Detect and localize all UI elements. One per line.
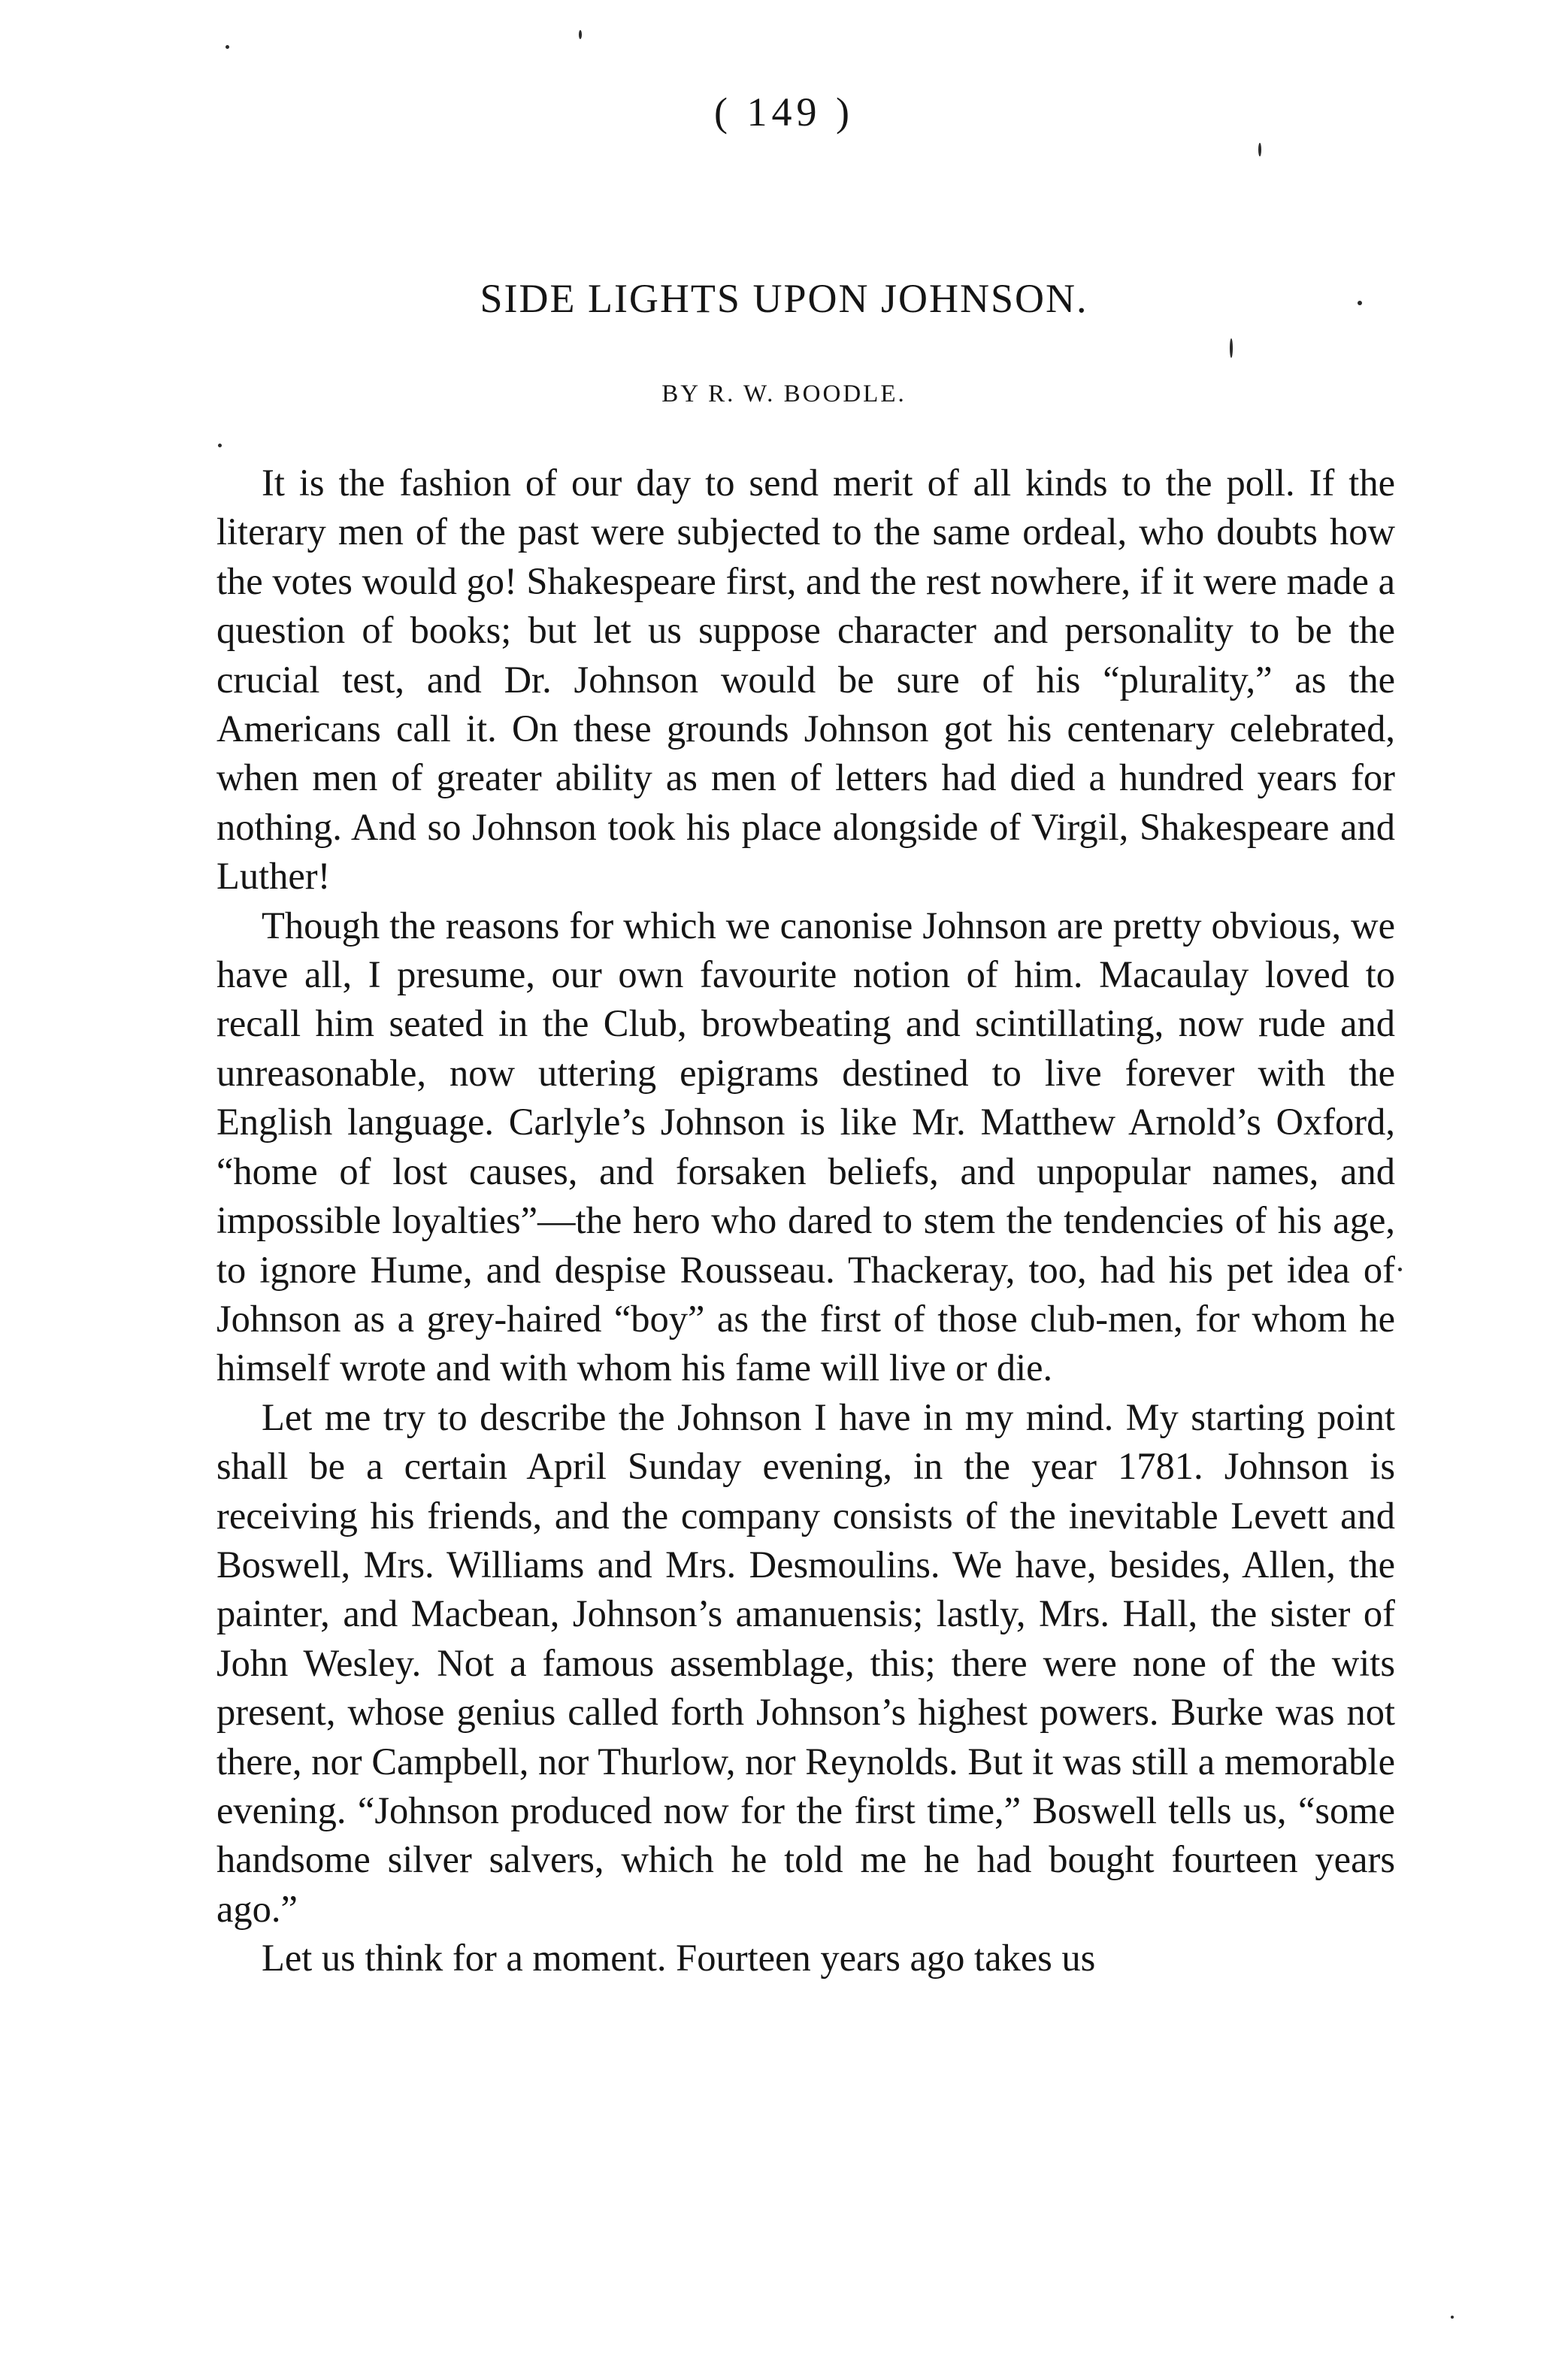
paragraph-lead-word: It (262, 462, 285, 504)
paragraph-4 (216, 1934, 1395, 1983)
article-title: SIDE LIGHTS UPON JOHNSON. (480, 276, 1088, 321)
page-number: ( 149 ) (714, 89, 854, 135)
scan-speck (1398, 1268, 1402, 1271)
scan-speck (218, 444, 222, 447)
paragraph-1 (216, 459, 1395, 901)
scan-speck (1451, 2316, 1454, 2319)
paragraph-text: Though the reasons for which we canonise Johnson are pretty obvious, we have all, I presume, our own favourite notion of him. Macaulay loved to recall him seated in the Club, browbeating and scintillating, now rude and unreasonable, now uttering epigrams destined to live forever with the English language. Carlyle’s Johnson is like Mr. Matthew Arnold’s Oxford, “home of lost causes, and forsaken beliefs, and unpopular names, and impossible loyalties”—the hero who dared to stem the tendencies of his age, to ignore Hume, and despise Rousseau. Thackeray, too, had his pet idea of Johnson as a grey-haired “boy” as the first of those club-men, for whom he himself wrote and with whom his fame will live or die. (216, 904, 1395, 1389)
scan-speck (1358, 301, 1362, 305)
article-body (216, 459, 1395, 1983)
scan-speck (226, 45, 229, 49)
paragraph-3 (216, 1393, 1395, 1934)
paragraph-2 (216, 901, 1395, 1393)
scan-speck (1230, 338, 1233, 358)
scan-speck (1258, 143, 1261, 156)
paragraph-text: Let us think for a moment. Fourteen years ago takes us (262, 1937, 1096, 1980)
paragraph-text: is the fashion of our day to send merit of all kinds to the poll. If the literary men of the past were subjected to the same ordeal, who doubts how the votes would go! Shakespeare first, and the rest nowhere, if it were made a question of books; but let us suppose character and personality to be the crucial test, and Dr. Johnson would be sure of his “plurality,” as the Americans call it. On these grounds Johnson got his centenary celebrated, when men of greater ability as men of letters had died a hundred years for nothing. And so Johnson took his place alongside of Virgil, Shakespeare and Luther! (216, 462, 1395, 898)
paragraph-text: Let me try to describe the Johnson I have in my mind. My starting point shall be a certain April Sunday evening, in the year 1781. Johnson is receiving his friends, and the company consists of the inevitable Levett and Boswell, Mrs. Williams and Mrs. Desmoulins. We have, besides, Allen, the painter, and Macbean, Johnson’s amanuensis; lastly, Mrs. Hall, the sister of John Wesley. Not a famous assemblage, this; there were none of the wits present, whose genius called forth Johnson’s highest powers. Burke was not there, nor Campbell, nor Thurlow, nor Reynolds. But it was still a memorable evening. “Johnson produced now for the first time,” Boswell tells us, “some handsome silver salvers, which he told me he had bought fourteen years ago.” (216, 1395, 1395, 1930)
author-byline: BY R. W. BOODLE. (661, 380, 907, 407)
scan-speck (579, 30, 582, 39)
